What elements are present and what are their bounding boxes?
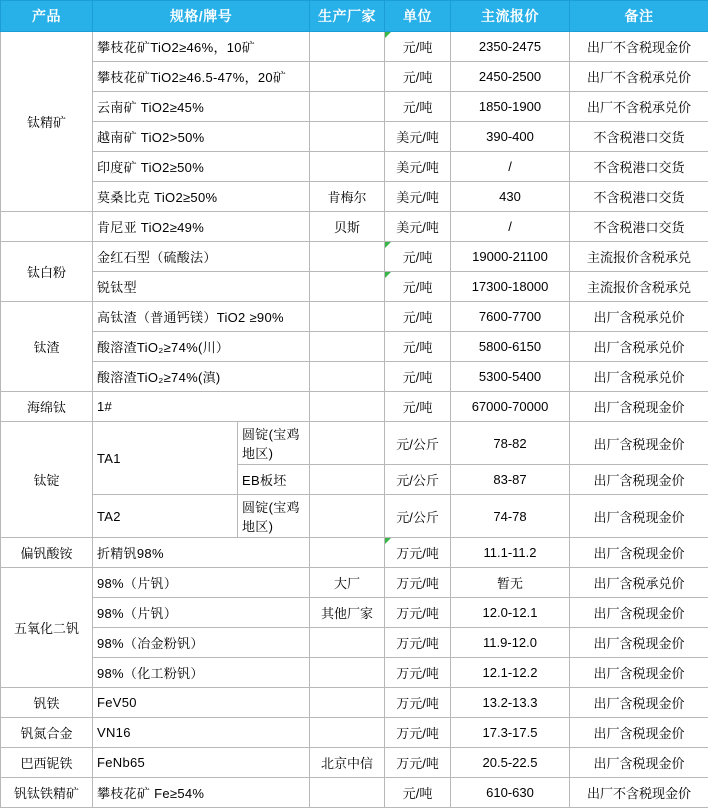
cell-spec: 攀枝花矿TiO2≥46%，10矿 bbox=[93, 32, 310, 62]
cell-unit: 美元/吨 bbox=[385, 122, 451, 152]
cell-manufacturer bbox=[310, 302, 385, 332]
cell-unit: 元/吨 bbox=[385, 778, 451, 808]
cell-remark: 出厂含税承兑价 bbox=[570, 362, 708, 392]
column-header-spec: 规格/牌号 bbox=[93, 1, 310, 32]
cell-unit: 元/吨 bbox=[385, 302, 451, 332]
cell-unit: 元/吨 bbox=[385, 92, 451, 122]
cell-remark: 出厂不含税承兑价 bbox=[570, 62, 708, 92]
cell-remark: 出厂含税承兑价 bbox=[570, 302, 708, 332]
cell-spec: VN16 bbox=[93, 718, 310, 748]
cell-manufacturer bbox=[310, 538, 385, 568]
cell-spec: 攀枝花矿TiO2≥46.5-47%，20矿 bbox=[93, 62, 310, 92]
cell-product: 钒铁 bbox=[1, 688, 93, 718]
cell-manufacturer bbox=[310, 32, 385, 62]
cell-manufacturer bbox=[310, 658, 385, 688]
cell-spec: 98%（片钒） bbox=[93, 598, 310, 628]
cell-spec: 云南矿 TiO2≥45% bbox=[93, 92, 310, 122]
cell-unit: 元/吨 bbox=[385, 242, 451, 272]
cell-spec: 肯尼亚 TiO2≥49% bbox=[93, 212, 310, 242]
cell-spec: 金红石型（硫酸法） bbox=[93, 242, 310, 272]
cell-unit: 美元/吨 bbox=[385, 182, 451, 212]
cell-manufacturer bbox=[310, 392, 385, 422]
cell-price: / bbox=[451, 152, 570, 182]
table-row bbox=[1, 182, 708, 212]
cell-manufacturer: 大厂 bbox=[310, 568, 385, 598]
cell-unit: 美元/吨 bbox=[385, 152, 451, 182]
cell-price: 17300-18000 bbox=[451, 272, 570, 302]
column-header-remark: 备注 bbox=[570, 1, 708, 32]
table-row bbox=[1, 778, 708, 808]
cell-manufacturer bbox=[310, 422, 385, 465]
cell-price: 11.1-11.2 bbox=[451, 538, 570, 568]
table-row bbox=[1, 568, 708, 598]
cell-product: 巴西铌铁 bbox=[1, 748, 93, 778]
cell-price: 390-400 bbox=[451, 122, 570, 152]
cell-product: 海绵钛 bbox=[1, 392, 93, 422]
cell-remark: 出厂含税现金价 bbox=[570, 465, 708, 495]
cell-price: 1850-1900 bbox=[451, 92, 570, 122]
table-row bbox=[1, 152, 708, 182]
table-row bbox=[1, 392, 708, 422]
table-row bbox=[1, 92, 708, 122]
cell-manufacturer bbox=[310, 495, 385, 538]
table-row bbox=[1, 598, 708, 628]
cell-product: 钒氮合金 bbox=[1, 718, 93, 748]
cell-manufacturer bbox=[310, 362, 385, 392]
cell-unit: 万元/吨 bbox=[385, 658, 451, 688]
cell-remark: 出厂不含税承兑价 bbox=[570, 92, 708, 122]
table-row bbox=[1, 658, 708, 688]
table-row bbox=[1, 62, 708, 92]
table-row bbox=[1, 272, 708, 302]
table-row bbox=[1, 332, 708, 362]
cell-remark: 出厂含税现金价 bbox=[570, 628, 708, 658]
column-header-manufacturer: 生产厂家 bbox=[310, 1, 385, 32]
cell-manufacturer bbox=[310, 62, 385, 92]
cell-spec: 莫桑比克 TiO2≥50% bbox=[93, 182, 310, 212]
cell-unit: 万元/吨 bbox=[385, 718, 451, 748]
cell-manufacturer: 肯梅尔 bbox=[310, 182, 385, 212]
cell-remark: 主流报价含税承兑 bbox=[570, 272, 708, 302]
cell-spec-detail: 圆锭(宝鸡地区) bbox=[238, 495, 310, 538]
cell-manufacturer: 北京中信 bbox=[310, 748, 385, 778]
cell-unit: 万元/吨 bbox=[385, 688, 451, 718]
cell-unit: 万元/吨 bbox=[385, 748, 451, 778]
cell-spec: TA1 bbox=[93, 422, 238, 495]
table-row bbox=[1, 242, 708, 272]
cell-manufacturer bbox=[310, 122, 385, 152]
cell-remark: 出厂含税现金价 bbox=[570, 392, 708, 422]
cell-price: 610-630 bbox=[451, 778, 570, 808]
cell-remark: 出厂含税现金价 bbox=[570, 658, 708, 688]
cell-price: 19000-21100 bbox=[451, 242, 570, 272]
cell-spec: 98%（片钒） bbox=[93, 568, 310, 598]
cell-price: 5800-6150 bbox=[451, 332, 570, 362]
cell-spec: 1# bbox=[93, 392, 310, 422]
cell-product: 钛渣 bbox=[1, 302, 93, 392]
cell-manufacturer bbox=[310, 92, 385, 122]
table-row bbox=[1, 495, 708, 538]
cell-spec: 锐钛型 bbox=[93, 272, 310, 302]
table-body bbox=[1, 32, 708, 808]
cell-product: 钛锭 bbox=[1, 422, 93, 538]
cell-spec: 98%（冶金粉钒） bbox=[93, 628, 310, 658]
cell-remark: 出厂含税现金价 bbox=[570, 688, 708, 718]
cell-unit: 万元/吨 bbox=[385, 598, 451, 628]
cell-remark: 出厂不含税现金价 bbox=[570, 32, 708, 62]
cell-manufacturer bbox=[310, 718, 385, 748]
cell-price: 11.9-12.0 bbox=[451, 628, 570, 658]
column-header-price: 主流报价 bbox=[451, 1, 570, 32]
cell-remark: 出厂含税现金价 bbox=[570, 495, 708, 538]
cell-price: / bbox=[451, 212, 570, 242]
cell-product bbox=[1, 212, 93, 242]
cell-price: 67000-70000 bbox=[451, 392, 570, 422]
cell-price: 2450-2500 bbox=[451, 62, 570, 92]
table-header bbox=[1, 1, 708, 32]
cell-product: 五氧化二钒 bbox=[1, 568, 93, 688]
table-row bbox=[1, 718, 708, 748]
cell-spec: 折精钒98% bbox=[93, 538, 310, 568]
cell-unit: 万元/吨 bbox=[385, 568, 451, 598]
cell-price: 83-87 bbox=[451, 465, 570, 495]
table-row bbox=[1, 32, 708, 62]
cell-manufacturer bbox=[310, 778, 385, 808]
table-row bbox=[1, 302, 708, 332]
cell-unit: 元/公斤 bbox=[385, 465, 451, 495]
cell-price: 5300-5400 bbox=[451, 362, 570, 392]
cell-manufacturer: 贝斯 bbox=[310, 212, 385, 242]
cell-product: 偏钒酸铵 bbox=[1, 538, 93, 568]
cell-manufacturer bbox=[310, 242, 385, 272]
cell-remark: 出厂含税现金价 bbox=[570, 748, 708, 778]
cell-spec: FeNb65 bbox=[93, 748, 310, 778]
cell-unit: 美元/吨 bbox=[385, 212, 451, 242]
cell-remark: 主流报价含税承兑 bbox=[570, 242, 708, 272]
cell-manufacturer bbox=[310, 152, 385, 182]
cell-unit: 元/吨 bbox=[385, 32, 451, 62]
cell-manufacturer bbox=[310, 628, 385, 658]
cell-spec: 越南矿 TiO2>50% bbox=[93, 122, 310, 152]
cell-remark: 出厂含税现金价 bbox=[570, 538, 708, 568]
cell-unit: 元/吨 bbox=[385, 272, 451, 302]
cell-product: 钛白粉 bbox=[1, 242, 93, 302]
cell-spec: 攀枝花矿 Fe≥54% bbox=[93, 778, 310, 808]
cell-remark: 不含税港口交货 bbox=[570, 212, 708, 242]
cell-unit: 元/公斤 bbox=[385, 422, 451, 465]
cell-remark: 出厂含税现金价 bbox=[570, 598, 708, 628]
cell-spec-detail: 圆锭(宝鸡地区) bbox=[238, 422, 310, 465]
cell-product: 钛精矿 bbox=[1, 32, 93, 212]
cell-spec: TA2 bbox=[93, 495, 238, 538]
cell-price: 7600-7700 bbox=[451, 302, 570, 332]
cell-remark: 出厂不含税现金价 bbox=[570, 778, 708, 808]
column-header-product: 产品 bbox=[1, 1, 93, 32]
cell-spec: 98%（化工粉钒） bbox=[93, 658, 310, 688]
cell-price: 2350-2475 bbox=[451, 32, 570, 62]
cell-price: 暂无 bbox=[451, 568, 570, 598]
cell-remark: 不含税港口交货 bbox=[570, 152, 708, 182]
cell-unit: 万元/吨 bbox=[385, 628, 451, 658]
cell-remark: 出厂含税承兑价 bbox=[570, 332, 708, 362]
table-row bbox=[1, 212, 708, 242]
cell-price: 13.2-13.3 bbox=[451, 688, 570, 718]
cell-spec: 酸溶渣TiO₂≥74%(滇) bbox=[93, 362, 310, 392]
cell-unit: 元/吨 bbox=[385, 392, 451, 422]
cell-price: 20.5-22.5 bbox=[451, 748, 570, 778]
cell-spec: FeV50 bbox=[93, 688, 310, 718]
table-row bbox=[1, 362, 708, 392]
cell-remark: 不含税港口交货 bbox=[570, 182, 708, 212]
cell-manufacturer: 其他厂家 bbox=[310, 598, 385, 628]
column-header-unit: 单位 bbox=[385, 1, 451, 32]
cell-unit: 元/吨 bbox=[385, 362, 451, 392]
cell-spec: 高钛渣（普通钙镁）TiO2 ≥90% bbox=[93, 302, 310, 332]
cell-manufacturer bbox=[310, 332, 385, 362]
cell-unit: 元/吨 bbox=[385, 62, 451, 92]
cell-spec: 印度矿 TiO2≥50% bbox=[93, 152, 310, 182]
table-header-row bbox=[1, 1, 708, 32]
cell-manufacturer bbox=[310, 465, 385, 495]
cell-unit: 万元/吨 bbox=[385, 538, 451, 568]
cell-product: 钒钛铁精矿 bbox=[1, 778, 93, 808]
table-row bbox=[1, 538, 708, 568]
cell-price: 12.1-12.2 bbox=[451, 658, 570, 688]
table-row bbox=[1, 422, 708, 465]
cell-remark: 出厂含税现金价 bbox=[570, 718, 708, 748]
cell-price: 78-82 bbox=[451, 422, 570, 465]
cell-price: 430 bbox=[451, 182, 570, 212]
table-row bbox=[1, 122, 708, 152]
cell-manufacturer bbox=[310, 688, 385, 718]
cell-unit: 元/公斤 bbox=[385, 495, 451, 538]
table-row bbox=[1, 628, 708, 658]
table-row bbox=[1, 688, 708, 718]
cell-remark: 出厂含税现金价 bbox=[570, 422, 708, 465]
cell-price: 12.0-12.1 bbox=[451, 598, 570, 628]
cell-remark: 不含税港口交货 bbox=[570, 122, 708, 152]
cell-spec-detail: EB板坯 bbox=[238, 465, 310, 495]
table-row bbox=[1, 748, 708, 778]
cell-remark: 出厂含税承兑价 bbox=[570, 568, 708, 598]
cell-price: 17.3-17.5 bbox=[451, 718, 570, 748]
cell-price: 74-78 bbox=[451, 495, 570, 538]
cell-manufacturer bbox=[310, 272, 385, 302]
cell-spec: 酸溶渣TiO₂≥74%(川） bbox=[93, 332, 310, 362]
cell-unit: 元/吨 bbox=[385, 332, 451, 362]
